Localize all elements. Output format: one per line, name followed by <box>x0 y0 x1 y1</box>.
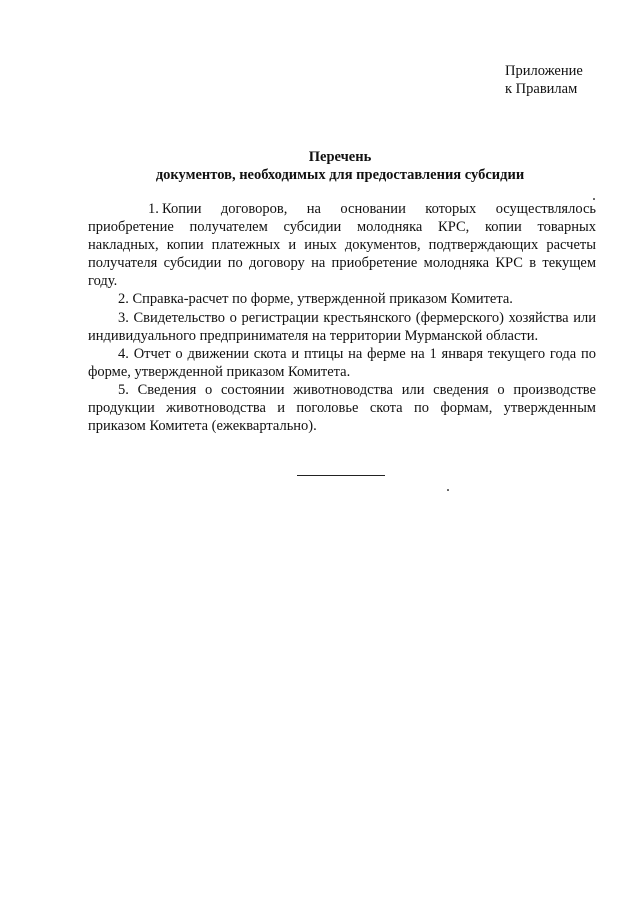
appendix-rules-label: к Правилам <box>505 81 578 97</box>
scan-speck <box>447 489 449 491</box>
list-item: 5. Сведения о состоянии животноводства или сведения о производстве продукции животноводства и поголовье скота по формам, утвержденным приказом Комитета (ежеквартально). <box>88 381 596 435</box>
scan-speck <box>593 198 595 200</box>
appendix-label: Приложение <box>505 63 583 79</box>
list-item: 4. Отчет о движении скота и птицы на ферме на 1 января текущего года по форме, утвержденной приказом Комитета. <box>88 345 596 380</box>
document-subtitle: документов, необходимых для предоставления субсидии <box>155 167 525 183</box>
appendix-reference <box>505 62 583 98</box>
list-item: 2. Справка-расчет по форме, утвержденной приказом Комитета. <box>118 291 513 308</box>
documents-list <box>88 200 596 435</box>
list-item <box>88 200 596 290</box>
list-item-text: Копии договоров, на основании которых осуществлялось приобретение получателем субсидии молодняка КРС, копии товарных накладных, копии платежных и иных документов, подтверждающих расчеты получателя субсидии по договору на приобретение молодняка КРС в текущем году. <box>88 201 596 290</box>
end-divider-line <box>297 475 385 476</box>
document-title: Перечень <box>308 149 372 165</box>
list-item-number: 1. <box>148 201 159 217</box>
list-item: 3. Свидетельство о регистрации крестьянского (фермерского) хозяйства или индивидуального предпринимателя на территории Мурманской области. <box>88 309 596 344</box>
